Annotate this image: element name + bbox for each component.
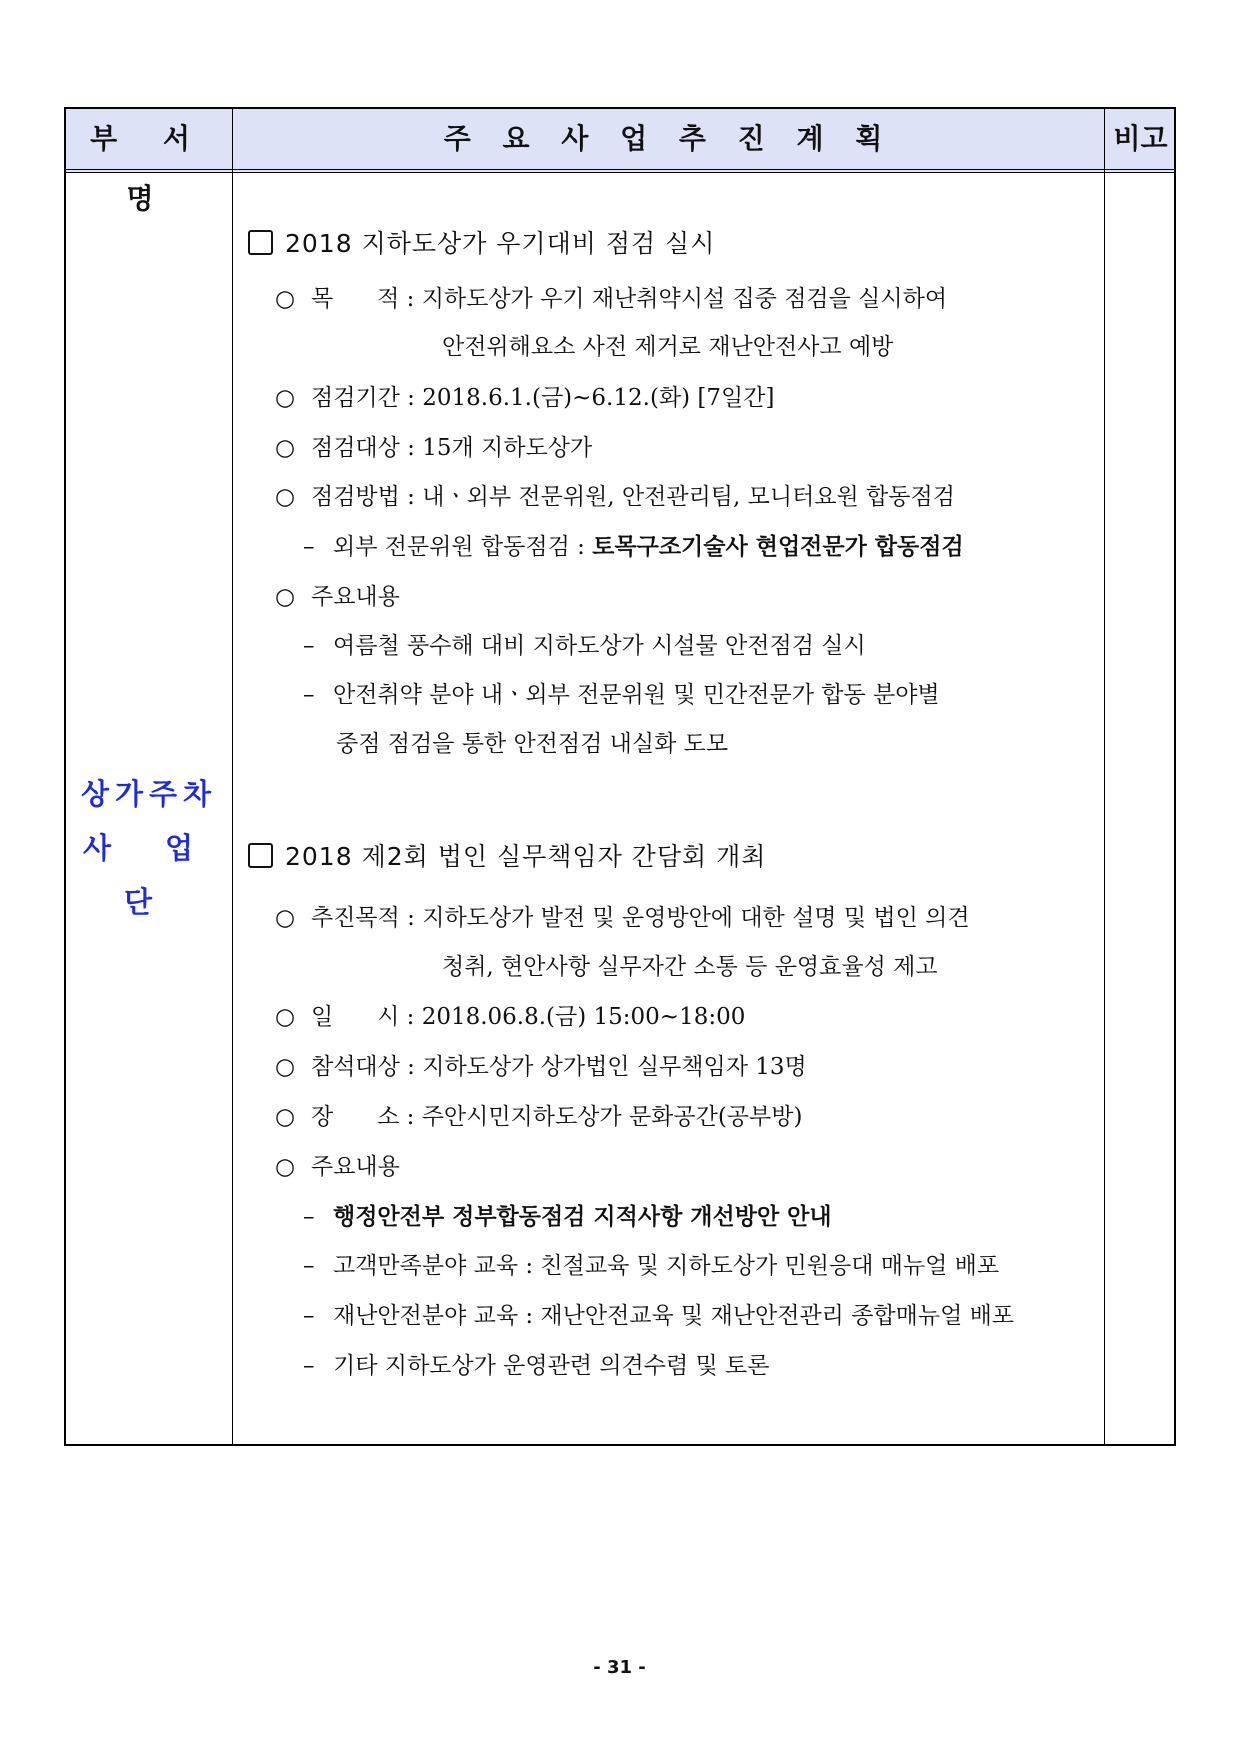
dept-name-line2: 사 업 단 bbox=[82, 831, 216, 919]
s1-purpose-cont: 안전위해요소 사전 제거로 재난안전사고 예방 bbox=[442, 334, 894, 360]
checkbox-icon bbox=[248, 230, 273, 255]
s1-main-item: – 안전취약 분야 내ㆍ외부 전문위원 및 민간전문가 합동 분야별 bbox=[303, 682, 940, 708]
s2-main-item: – 행정안전부 정부합동점검 지적사항 개선방안 안내 bbox=[303, 1204, 832, 1230]
header-note: 비고 bbox=[1113, 122, 1168, 155]
page-number: - 31 - bbox=[593, 1657, 646, 1678]
s1-target: ○ 점검대상 : 15개 지하도상가 bbox=[275, 435, 593, 461]
section2-title: 2018 제2회 법인 실무책임자 간담회 개최 bbox=[248, 842, 766, 872]
s2-main-item: – 기타 지하도상가 운영관련 의견수렴 및 토론 bbox=[303, 1353, 770, 1379]
s2-place: ○ 장 소 : 주안시민지하도상가 문화공간(공부방) bbox=[275, 1104, 803, 1130]
s1-main-item-cont: 중점 점검을 통한 안전점검 내실화 도모 bbox=[336, 731, 729, 757]
dept-name-line1: 상가주차 bbox=[80, 777, 218, 811]
s2-purpose-cont: 청취, 현안사항 실무자간 소통 등 운영효율성 제고 bbox=[442, 954, 938, 980]
s1-period: ○ 점검기간 : 2018.6.1.(금)~6.12.(화) [7일간] bbox=[275, 385, 775, 411]
checkbox-icon bbox=[248, 843, 273, 868]
header-dept: 부 서 명 bbox=[90, 122, 208, 215]
column-divider bbox=[232, 109, 233, 1444]
section1-title: 2018 지하도상가 우기대비 점검 실시 bbox=[248, 229, 715, 259]
dept-name bbox=[70, 767, 228, 929]
column-divider bbox=[1104, 109, 1105, 1444]
s2-main-item: – 고객만족분야 교육 : 친절교육 및 지하도상가 민원응대 매뉴얼 배포 bbox=[303, 1253, 1000, 1279]
s1-method-sub: – 외부 전문위원 합동점검 : 토목구조기술사 현업전문가 합동점검 bbox=[303, 534, 964, 560]
s2-main: ○ 주요내용 bbox=[275, 1154, 400, 1180]
s1-method: ○ 점검방법 : 내ㆍ외부 전문위원, 안전관리팀, 모니터요원 합동점검 bbox=[275, 484, 955, 510]
s1-purpose: ○ 목 적 : 지하도상가 우기 재난취약시설 집중 점검을 실시하여 bbox=[275, 286, 948, 312]
header-plan: 주 요 사 업 추 진 계 획 bbox=[443, 122, 894, 155]
s2-attendees: ○ 참석대상 : 지하도상가 상가법인 실무책임자 13명 bbox=[275, 1054, 807, 1080]
s2-main-item: – 재난안전분야 교육 : 재난안전교육 및 재난안전관리 종합매뉴얼 배포 bbox=[303, 1303, 1015, 1329]
s2-purpose: ○ 추진목적 : 지하도상가 발전 및 운영방안에 대한 설명 및 법인 의견 bbox=[275, 905, 970, 931]
s2-date: ○ 일 시 : 2018.06.8.(금) 15:00~18:00 bbox=[275, 1004, 746, 1030]
s1-main: ○ 주요내용 bbox=[275, 584, 400, 610]
s1-main-item: – 여름철 풍수해 대비 지하도상가 시설물 안전점검 실시 bbox=[303, 633, 866, 659]
